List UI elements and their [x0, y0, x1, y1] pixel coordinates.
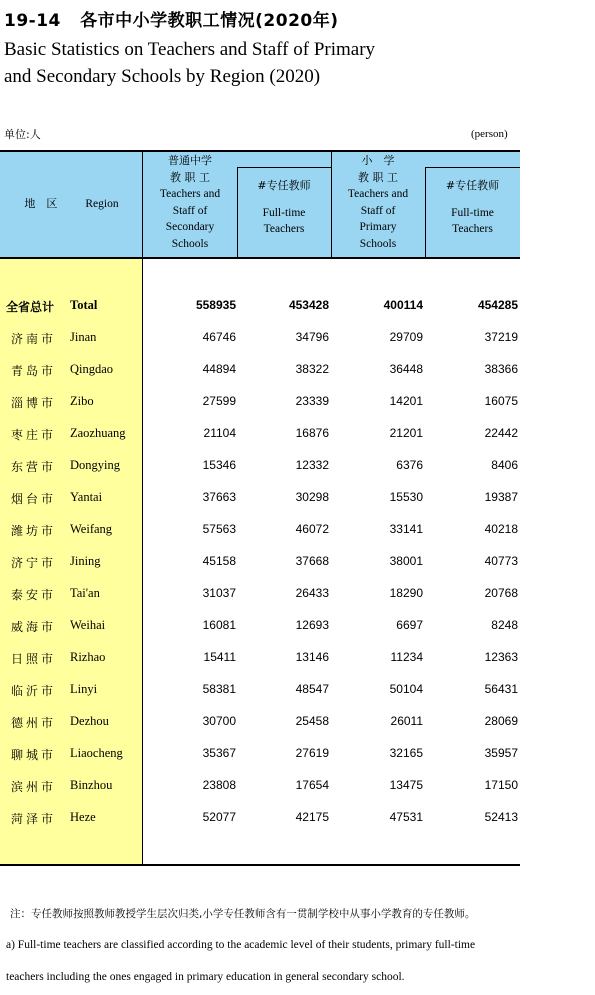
region-name-cn: 聊城市	[11, 748, 57, 762]
header-region	[0, 196, 143, 213]
header-region-en: Region	[85, 198, 119, 210]
note-cn: 注：专任教师按照教师教授学生层次归类,小学专任教师含有一贯制学校中从事小学教育的专任教师。	[10, 908, 476, 920]
header-sub-rule-secondary	[237, 167, 331, 168]
secondary-staff-value: 35367	[202, 746, 236, 760]
secondary-staff-value: 16081	[202, 618, 236, 632]
header-primary-ft-en-2: Teachers	[452, 223, 493, 235]
header-secondary-ft-cn: #专任教师	[257, 179, 311, 192]
title-en-line1: Basic Statistics on Teachers and Staff of Primary	[4, 39, 376, 60]
header-secondary-staff	[143, 153, 237, 252]
primary-fulltime-value: 37219	[484, 330, 518, 344]
region-name-cn: 青岛市	[11, 364, 57, 378]
region-name-en: Heze	[70, 810, 96, 824]
secondary-staff-value: 30700	[202, 714, 236, 728]
region-name-en: Jinan	[70, 330, 97, 344]
header-primary-staff-en-4: Schools	[359, 237, 397, 250]
secondary-fulltime-value: 17654	[295, 778, 329, 792]
secondary-staff-value: 44894	[202, 362, 236, 376]
header-secondary-staff-en-3: Secondary	[165, 221, 215, 233]
primary-staff-value: 18290	[389, 586, 423, 600]
header-region-cn: 地 区	[24, 197, 58, 210]
region-name-cn: 枣庄市	[11, 428, 57, 442]
secondary-fulltime-value: 12693	[295, 618, 329, 632]
secondary-fulltime-value: 30298	[295, 490, 329, 504]
header-divider-2	[331, 150, 332, 258]
secondary-fulltime-value: 46072	[295, 522, 329, 536]
primary-fulltime-value: 20768	[484, 586, 518, 600]
table-row	[0, 354, 520, 386]
primary-fulltime-value: 28069	[484, 714, 518, 728]
primary-fulltime-value: 40218	[484, 522, 518, 536]
secondary-fulltime-value: 42175	[295, 810, 329, 824]
region-name-en: Weihai	[70, 618, 106, 632]
header-primary-staff-cn: 教 职 工	[358, 170, 398, 184]
secondary-staff-value: 58381	[202, 682, 236, 696]
secondary-fulltime-value: 48547	[295, 682, 329, 696]
region-name-en: Total	[70, 298, 98, 312]
header-primary-ft-cn: #专任教师	[445, 179, 500, 192]
primary-staff-value: 14201	[389, 394, 423, 408]
region-name-cn: 潍坊市	[11, 524, 57, 538]
secondary-fulltime-value: 23339	[295, 394, 329, 408]
region-name-cn: 济宁市	[11, 556, 57, 570]
region-name-en: Weifang	[70, 522, 113, 536]
table-row	[0, 802, 520, 834]
header-secondary-staff-en-1: Teachers and	[159, 188, 221, 200]
secondary-staff-value: 558935	[195, 298, 236, 312]
region-name-cn: 东营市	[11, 460, 57, 474]
table-row	[0, 706, 520, 738]
primary-staff-value: 47531	[389, 810, 423, 824]
unit-label-en: (person)	[471, 128, 508, 140]
secondary-staff-value: 45158	[202, 554, 236, 568]
region-name-en: Jining	[70, 554, 101, 568]
primary-fulltime-value: 16075	[484, 394, 518, 408]
primary-fulltime-value: 17150	[484, 778, 518, 792]
primary-staff-value: 11234	[390, 650, 423, 664]
region-name-cn: 菏泽市	[11, 812, 57, 826]
primary-staff-value: 50104	[389, 682, 423, 696]
header-secondary-staff-en-4: Schools	[171, 237, 209, 250]
primary-staff-value: 26011	[390, 714, 423, 728]
secondary-fulltime-value: 27619	[295, 746, 329, 760]
header-divider-1	[237, 167, 238, 258]
page-title-cn	[4, 6, 339, 31]
primary-fulltime-value: 8248	[491, 618, 518, 632]
table-bottom-rule	[0, 864, 520, 866]
primary-fulltime-value: 8406	[491, 458, 518, 472]
primary-staff-value: 38001	[389, 554, 423, 568]
header-primary-staff-en-1: Teachers and	[347, 188, 409, 200]
primary-staff-value: 6697	[396, 618, 423, 632]
table-row	[0, 386, 520, 418]
region-name-en: Liaocheng	[70, 746, 123, 760]
table-row	[0, 642, 520, 674]
region-name-en: Binzhou	[70, 778, 113, 792]
secondary-fulltime-value: 34796	[295, 330, 329, 344]
region-name-en: Yantai	[70, 490, 103, 504]
region-name-en: Tai'an	[70, 586, 100, 600]
primary-staff-value: 32165	[389, 746, 423, 760]
table-row	[0, 322, 520, 354]
header-secondary-ft-en-1: Full-time	[262, 206, 306, 219]
region-name-en: Zibo	[70, 394, 94, 408]
secondary-fulltime-value: 12332	[295, 458, 329, 472]
header-primary-ft-en-1: Full-time	[451, 206, 494, 219]
secondary-fulltime-value: 38322	[295, 362, 329, 376]
primary-staff-value: 36448	[389, 362, 423, 376]
title-en-line2: and Secondary Schools by Region (2020)	[4, 66, 321, 87]
region-name-en: Qingdao	[70, 362, 114, 376]
table-row	[0, 770, 520, 802]
region-name-cn: 滨州市	[11, 780, 57, 794]
secondary-staff-value: 15346	[202, 458, 236, 472]
secondary-staff-value: 57563	[202, 522, 236, 536]
primary-fulltime-value: 12363	[484, 650, 518, 664]
secondary-fulltime-value: 13146	[295, 650, 329, 664]
primary-staff-value: 21201	[389, 426, 423, 440]
secondary-staff-value: 23808	[202, 778, 236, 792]
secondary-fulltime-value: 16876	[295, 426, 329, 440]
data-table	[0, 150, 520, 866]
table-row	[0, 674, 520, 706]
region-name-cn: 全省总计	[6, 300, 55, 314]
region-name-en: Dongying	[70, 458, 120, 472]
secondary-fulltime-value: 26433	[295, 586, 329, 600]
header-secondary-staff-en-2: Staff of	[172, 204, 208, 217]
header-primary-staff-en-2: Staff of	[360, 204, 396, 217]
table-row	[0, 546, 520, 578]
header-secondary-ft-en-2: Teachers	[263, 223, 305, 235]
primary-staff-value: 15530	[389, 490, 423, 504]
page-title-en	[4, 36, 375, 90]
note-en-line2: teachers including the ones engaged in primary education in general secondary school.	[6, 971, 405, 983]
table-row	[0, 514, 520, 546]
primary-fulltime-value: 56431	[484, 682, 518, 696]
table-row	[0, 578, 520, 610]
secondary-fulltime-value: 37668	[295, 554, 329, 568]
header-primary-fulltime	[425, 178, 520, 238]
primary-fulltime-value: 35957	[484, 746, 518, 760]
header-secondary-fulltime	[237, 178, 331, 238]
unit-label: 单位:人	[4, 128, 41, 141]
region-name-en: Zaozhuang	[70, 426, 126, 440]
region-name-cn: 日照市	[11, 652, 57, 666]
primary-fulltime-value: 38366	[484, 362, 518, 376]
primary-fulltime-value: 454285	[477, 298, 518, 312]
table-top-rule	[0, 150, 520, 152]
region-name-en: Linyi	[70, 682, 98, 696]
secondary-fulltime-value: 453428	[288, 298, 329, 312]
secondary-staff-value: 31037	[202, 586, 236, 600]
primary-staff-value: 33141	[389, 522, 423, 536]
header-primary-staff	[331, 153, 425, 252]
secondary-fulltime-value: 25458	[295, 714, 329, 728]
header-bottom-rule	[0, 257, 520, 259]
primary-staff-value: 13475	[389, 778, 423, 792]
table-row	[0, 418, 520, 450]
note-en-line1: a) Full-time teachers are classified according to the academic level of their students, primary full-time	[6, 939, 476, 951]
header-divider-3	[425, 167, 426, 258]
primary-fulltime-value: 52413	[484, 810, 518, 824]
secondary-staff-value: 37663	[202, 490, 236, 504]
table-code: 19-14	[4, 11, 61, 31]
header-primary-group: 小 学	[361, 154, 395, 167]
table-row	[0, 450, 520, 482]
table-row	[0, 738, 520, 770]
region-name-cn: 济南市	[11, 332, 57, 346]
secondary-staff-value: 21104	[203, 426, 236, 440]
secondary-staff-value: 27599	[202, 394, 236, 408]
primary-fulltime-value: 40773	[484, 554, 518, 568]
region-name-cn: 淄博市	[11, 396, 57, 410]
region-name-en: Dezhou	[70, 714, 109, 728]
header-secondary-staff-cn: 教 职 工	[170, 170, 210, 184]
primary-staff-value: 29709	[389, 330, 423, 344]
table-row	[0, 610, 520, 642]
secondary-staff-value: 52077	[202, 810, 236, 824]
region-name-cn: 临沂市	[11, 684, 57, 698]
primary-fulltime-value: 22442	[484, 426, 518, 440]
table-row-total	[0, 290, 520, 322]
primary-staff-value: 6376	[396, 458, 423, 472]
region-name-cn: 德州市	[11, 716, 57, 730]
title-cn-text: 各市中小学教职工情况(2020年)	[80, 11, 339, 31]
table-row	[0, 482, 520, 514]
header-sub-rule-primary	[425, 167, 520, 168]
header-secondary-group: 普通中学	[168, 154, 212, 167]
region-name-en: Rizhao	[70, 650, 106, 664]
region-name-cn: 威海市	[11, 620, 57, 634]
secondary-staff-value: 15411	[203, 650, 236, 664]
primary-fulltime-value: 19387	[484, 490, 518, 504]
header-primary-staff-en-3: Primary	[359, 221, 397, 233]
region-name-cn: 泰安市	[11, 588, 57, 602]
region-name-cn: 烟台市	[11, 492, 57, 506]
secondary-staff-value: 46746	[202, 330, 236, 344]
primary-staff-value: 400114	[383, 298, 423, 312]
